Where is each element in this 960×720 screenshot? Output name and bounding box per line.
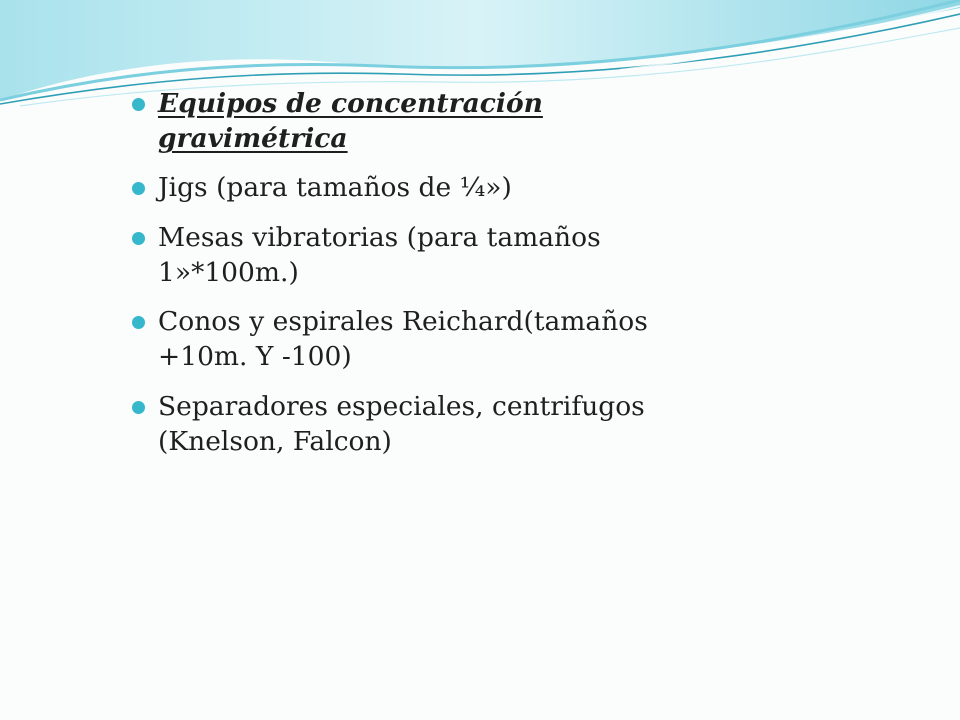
list-heading: Equipos de concentración gravimétrica <box>158 88 543 155</box>
list-item <box>130 389 730 459</box>
list-item-text: Separadores especiales, centrifugos (Knelson, Falcon) <box>158 390 645 457</box>
list-item <box>130 220 730 290</box>
list-item-text: Mesas vibratorias (para tamaños 1»*100m.) <box>158 221 601 288</box>
list-item <box>130 86 730 156</box>
list-item <box>130 304 730 374</box>
bullet-icon <box>132 401 145 414</box>
bullet-icon <box>132 182 145 195</box>
bullet-icon <box>132 316 145 329</box>
list-item <box>130 170 730 205</box>
bullet-list <box>130 86 730 473</box>
list-item-text: Conos y espirales Reichard(tamaños +10m. Y -100) <box>158 306 648 373</box>
bullet-icon <box>132 98 145 111</box>
bullet-icon <box>132 232 145 245</box>
list-item-text: Jigs (para tamaños de ¼») <box>158 172 512 204</box>
